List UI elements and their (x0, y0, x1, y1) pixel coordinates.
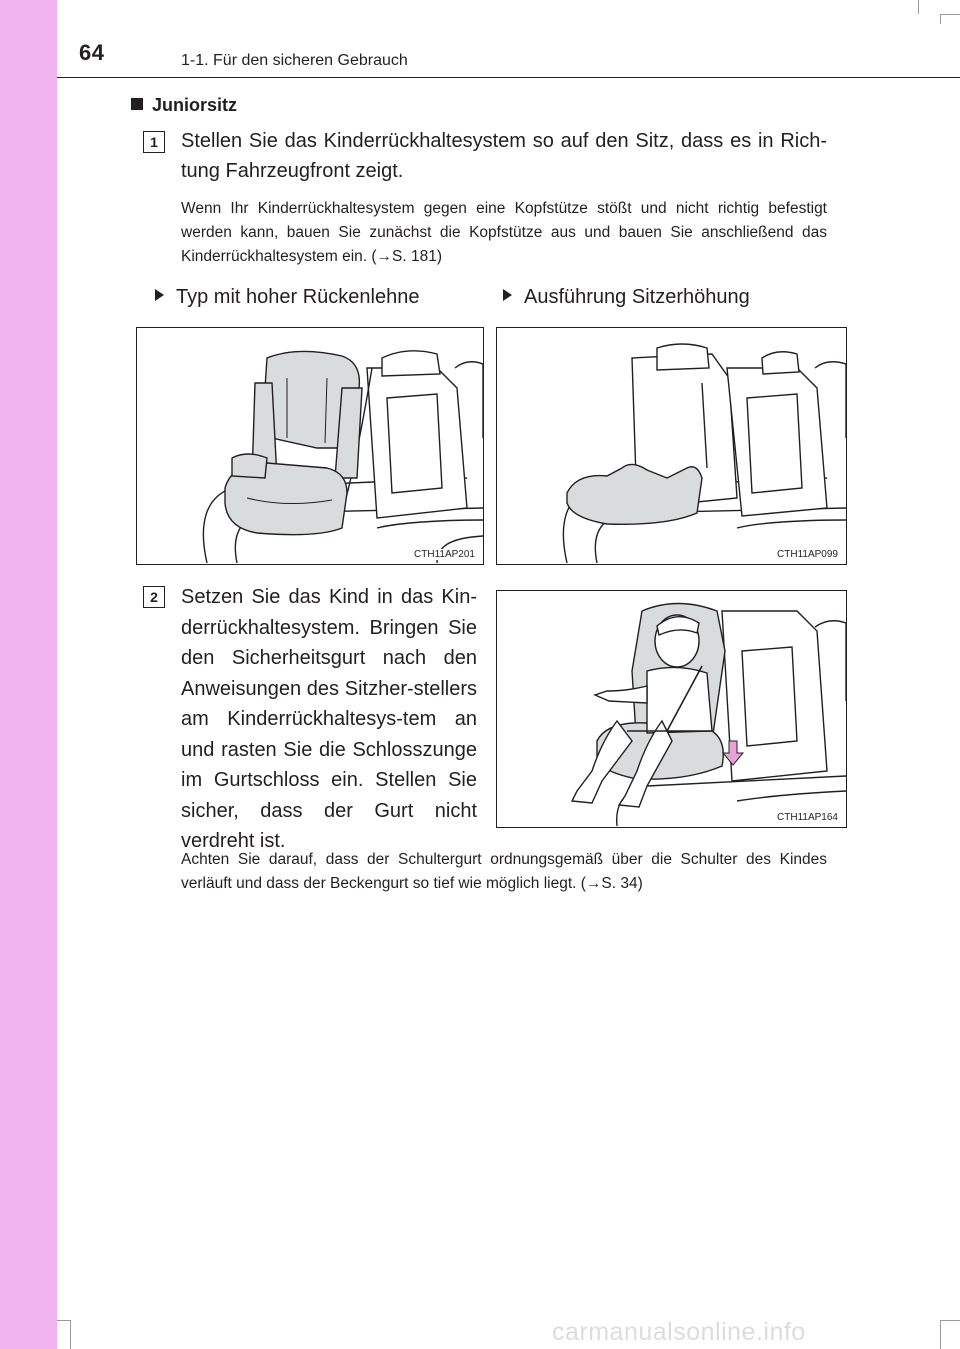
section-title-text: Juniorsitz (152, 95, 238, 115)
triangle-bullet-icon (155, 289, 164, 301)
chapter-sidebar-tab (0, 0, 57, 1349)
header-rule (57, 77, 960, 78)
crop-mark (918, 0, 919, 14)
watermark: carmanualsonline.info (552, 1318, 806, 1346)
figure-code: CTH11AP164 (777, 812, 838, 823)
step-2-text: Setzen Sie das Kind in das Kin-derrückhaltesystem. Bringen Sie den Sicherheitsgurt nach den Anweisungen des Sitzher-stellers am Kinderrückhaltesys-tem an und rasten Sie die Schlosszunge im Gurtschloss ein. Stellen Sie sicher, dass der Gurt nicht verdreht ist. (181, 586, 477, 852)
chapter-title: 1-1. Für den sicheren Gebrauch (181, 52, 408, 69)
square-bullet-icon (131, 98, 143, 110)
step-1-note: Wenn Ihr Kinderrückhaltesystem gegen eine Kopfstütze stößt und nicht richtig befestigt werden kann, bauen Sie zunächst die Kopfstütze aus und bauen Sie anschließend das Kinderrückhaltesystem ein. (→S. 181) (181, 200, 827, 265)
crop-mark (70, 1320, 71, 1349)
figure-code: CTH11AP099 (777, 549, 838, 560)
section-title (131, 95, 237, 116)
crop-mark (940, 1320, 941, 1349)
step-number-2: 2 (143, 586, 165, 608)
step-number-1: 1 (143, 131, 165, 153)
figure-code: CTH11AP201 (414, 549, 475, 560)
seat-illustration (137, 328, 483, 564)
child-seat-illustration (497, 591, 846, 827)
figure-high-back-booster (136, 327, 484, 565)
seat-illustration (497, 328, 846, 564)
figure-child-in-seat (496, 590, 847, 828)
crop-mark (940, 14, 960, 15)
step-2-note: Achten Sie darauf, dass der Schultergurt ordnungsgemäß über die Schulter des Kindes verläuft und dass der Beckengurt so tief wie möglich liegt. (→S. 34) (181, 851, 827, 892)
step-1-text: Stellen Sie das Kinderrückhaltesystem so auf den Sitz, dass es in Rich-tung Fahrzeugfront zeigt. (181, 130, 827, 182)
crop-mark (57, 1320, 71, 1321)
crop-mark (940, 14, 941, 24)
triangle-bullet-icon (503, 289, 512, 301)
crop-mark (940, 1320, 960, 1321)
figure-label-booster: Ausführung Sitzerhöhung (503, 286, 750, 309)
figure-booster-cushion (496, 327, 847, 565)
figure-label-high-back: Typ mit hoher Rückenlehne (155, 286, 419, 309)
page-number: 64 (79, 40, 105, 65)
